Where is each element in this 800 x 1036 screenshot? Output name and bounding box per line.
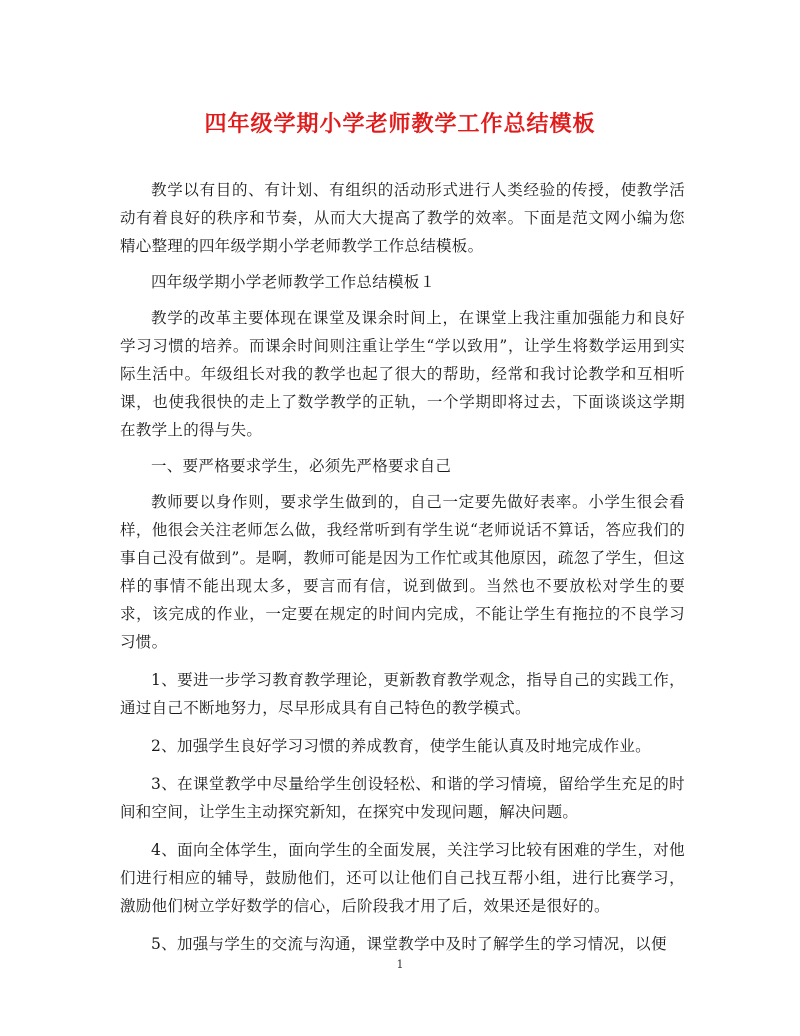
paragraph-list-item: 4、面向全体学生，面向学生的全面发展，关注学习比较有困难的学生，对他们进行相应的辅导，鼓励他们，还可以让他们自己找互帮小组，进行比赛学习，激励他们树立学好数学的信心，后阶段我才用了后，效果还是很好的。 xyxy=(120,841,685,915)
paragraph-intro: 教学以有目的、有计划、有组织的活动形式进行人类经验的传授，使教学活动有着良好的秩序和节奏，从而大大提高了教学的效率。下面是范文网小编为您精心整理的四年级学期小学老师教学工作总结模板。 xyxy=(120,181,685,255)
paragraph-subheading: 一、要严格要求学生，必须先严格要求自己 xyxy=(151,457,452,475)
page-number: 1 xyxy=(396,958,404,971)
paragraph-list-item: 2、加强学生良好学习习惯的养成教育，使学生能认真及时地完成作业。 xyxy=(151,737,651,755)
paragraph-list-item: 3、在课堂教学中尽量给学生创设轻松、和谐的学习情境，留给学生充足的时间和空间，让学生主动探究新知，在探究中发现问题，解决问题。 xyxy=(120,775,685,821)
paragraph-body: 教师要以身作则，要求学生做到的，自己一定要先做好表率。小学生很会看样，他很会关注老师怎么做，我经常听到有学生说“老师说话不算话，答应我们的事自己没有做到”。是啊，教师可能是因为工作忙或其他原因，疏忽了学生，但这样的事情不能出现太多，要言而有信，说到做到。当然也不要放松对学生的要求，该完成的作业，一定要在规定的时间内完成，不能让学生有拖拉的不良学习习惯。 xyxy=(120,493,685,651)
paragraph-section-heading: 四年级学期小学老师教学工作总结模板１ xyxy=(151,273,436,291)
paragraph-body: 教学的改革主要体现在课堂及课余时间上，在课堂上我注重加强能力和良好学习习惯的培养。而课余时间则注重让学生“学以致用”，让学生将数学运用到实际生活中。年级组长对我的教学也起了很大的帮助，经常和我讨论教学和互相听课，也使我很快的走上了数学教学的正轨，一个学期即将过去，下面谈谈这学期在教学上的得与失。 xyxy=(120,309,685,439)
document-body xyxy=(120,176,685,966)
document-title: 四年级学期小学老师教学工作总结模板 xyxy=(204,111,596,137)
paragraph-list-item: 5、加强与学生的交流与沟通，课堂教学中及时了解学生的学习情况，以便 xyxy=(151,935,667,953)
paragraph-list-item: 1、要进一步学习教育教学理论，更新教育教学观念，指导自己的实践工作，通过自己不断地努力，尽早形成具有自己特色的教学模式。 xyxy=(120,671,685,717)
